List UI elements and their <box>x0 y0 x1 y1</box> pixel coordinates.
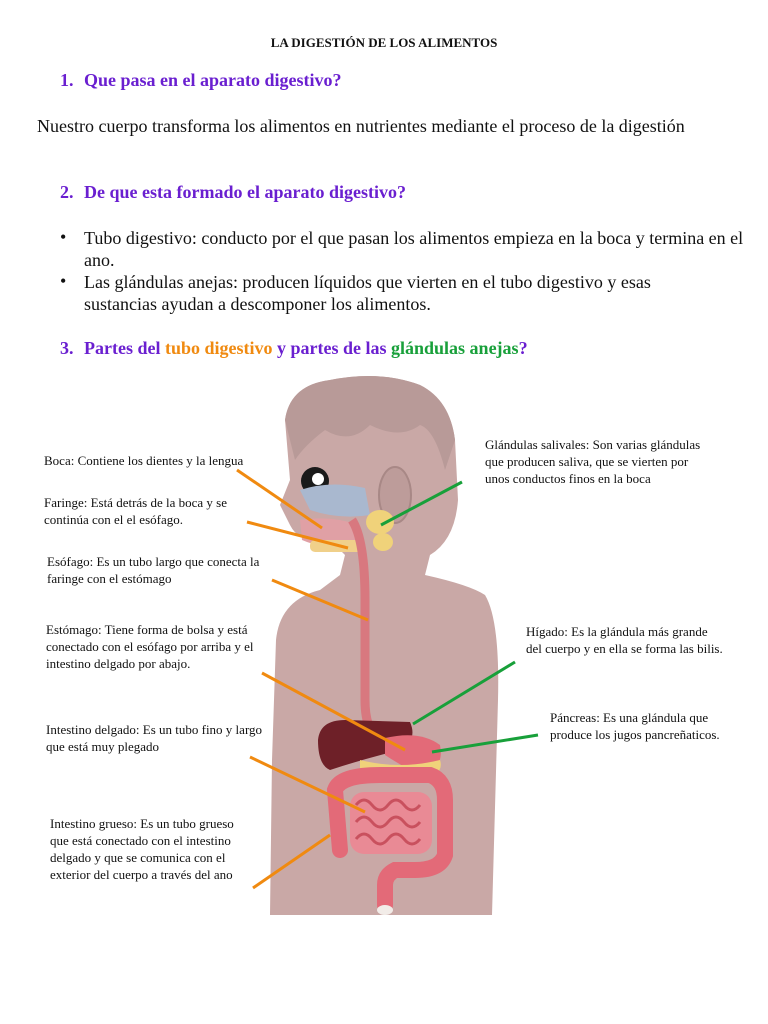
label-esofago: Esófago: Es un tubo largo que conecta la faringe con el estómago <box>47 554 260 586</box>
label-intestino-grueso: Intestino grueso: Es un tubo grueso que está conectado con el intestino delgado y que se comunica con el exterior del cuerpo a través del ano <box>50 816 234 882</box>
tubo-digestivo-highlight: tubo digestivo <box>164 338 273 358</box>
label-faringe: Faringe: Está detrás de la boca y se continúa con el el esófago. <box>44 495 228 527</box>
bullet-item-2: Las glándulas anejas: producen líquidos que vierten en el tubo digestivo y esas sustancias ayudan a descomponer los alimentos. <box>84 272 651 314</box>
label-estomago: Estómago: Tiene forma de bolsa y está conectado con el esófago por arriba y el intestino delgado por abajo. <box>46 622 254 671</box>
question-1-number: 1. <box>60 70 74 90</box>
bullet-item-1: Tubo digestivo: conducto por el que pasan los alimentos empieza en la boca y termina en el ano. <box>84 228 744 270</box>
label-boca: Boca: Contiene los dientes y la lengua <box>44 453 244 468</box>
question-3-number: 3. <box>60 338 74 358</box>
question-2-text: De que esta formado el aparato digestivo? <box>84 182 406 202</box>
paragraph-1: Nuestro cuerpo transforma los alimentos en nutrientes mediante el proceso de la digestión <box>37 116 685 136</box>
bullet-dot: • <box>60 271 67 291</box>
label-intestino-delgado: Intestino delgado: Es un tubo fino y largo que está muy plegado <box>46 722 263 754</box>
label-pancreas: Páncreas: Es una glándula que produce los jugos pancreñaticos. <box>550 710 720 742</box>
label-higado: Hígado: Es la glándula más grande del cuerpo y en ella se forma las bilis. <box>526 624 723 656</box>
question-1-text: Que pasa en el aparato digestivo? <box>84 70 342 90</box>
label-glandulas-salivales: Glándulas salivales: Son varias glándulas que producen saliva, que se vierten por unos conductos finos en la boca <box>485 437 701 486</box>
glandulas-anejas-highlight: glándulas anejas <box>391 338 519 358</box>
document-title: LA DIGESTIÓN DE LOS ALIMENTOS <box>270 35 498 50</box>
bullet-dot: • <box>60 227 67 247</box>
question-3-text: Partes del tubo digestivo y partes de las glándulas anejas? <box>84 338 528 358</box>
question-2-number: 2. <box>60 182 74 202</box>
